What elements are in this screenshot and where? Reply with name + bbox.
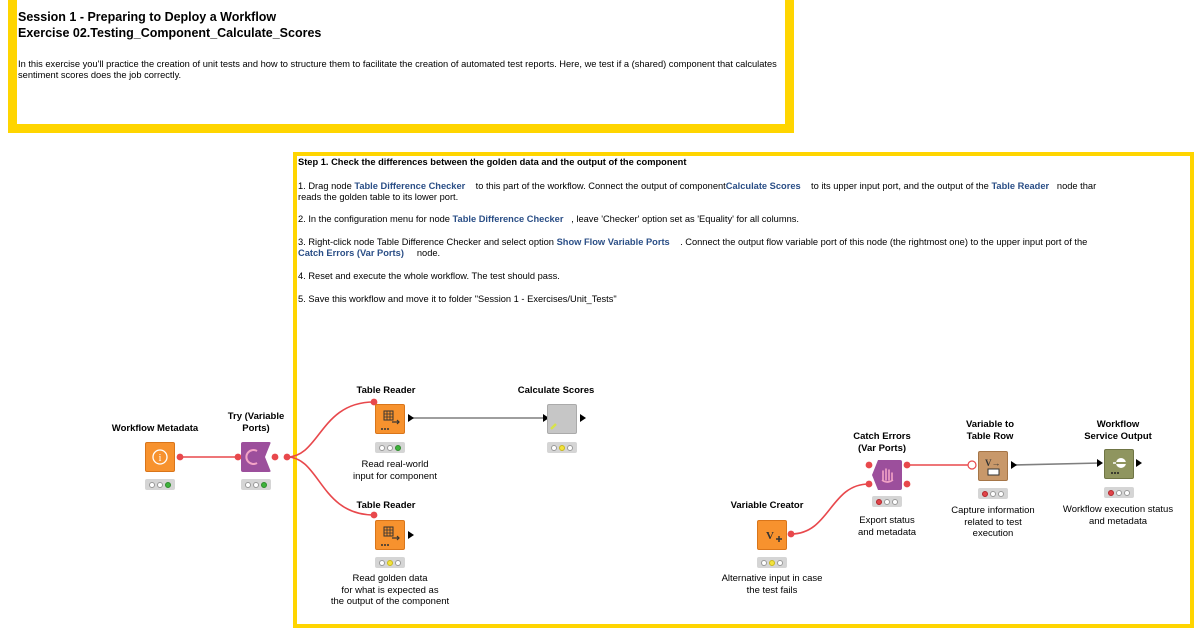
table-reader-2-status [375, 557, 405, 568]
step-item-2: 2. In the configuration menu for node Table Difference Checker , leave 'Checker' option set as 'Equality' for all columns. [298, 214, 799, 224]
workflow-service-output-label: Workflow Service Output [1084, 419, 1152, 442]
calculate-scores-component[interactable] [547, 404, 577, 434]
workflow-service-output-description: Workflow execution status and metadata [1062, 504, 1174, 527]
step-item-4: 4. Reset and execute the whole workflow. The test should pass. [298, 271, 560, 281]
wire-variable-to-row-to-service [1015, 463, 1101, 465]
catch-errors-description: Export status and metadata [857, 515, 917, 538]
node-ref-table-difference-checker: Table Difference Checker [354, 181, 466, 191]
svg-text:V→: V→ [985, 458, 1001, 468]
node-ref-table-difference-checker: Table Difference Checker [452, 214, 564, 224]
node-ref-catch-errors: Catch Errors (Var Ports) [298, 248, 404, 258]
try-variable-ports-status [241, 479, 271, 490]
variable-to-table-row-description: Capture information related to test execution [951, 505, 1035, 539]
service-output-icon [1105, 450, 1133, 478]
table-reader-1-description: Read real-world input for component [353, 459, 437, 482]
node-ref-calculate-scores: Calculate Scores [725, 181, 801, 191]
node-ref-table-reader: Table Reader [991, 181, 1050, 191]
variable-to-table-row-status [978, 488, 1008, 499]
catch-errors-node[interactable] [872, 460, 902, 490]
variable-arrow-icon [979, 452, 1007, 480]
step-item-1-cont: reads the golden table to its lower port. [298, 192, 459, 202]
table-reader-icon [376, 521, 404, 549]
step-item-5: 5. Save this workflow and move it to folder "Session 1 - Exercises/Unit_Tests" [298, 294, 617, 304]
svg-text:V: V [766, 530, 774, 542]
step-item-3: 3. Right-click node Table Difference Checker and select option Show Flow Variable Ports . Connect the output flow variable port of this node (the rightmost one) to the upper input port of the [298, 237, 1088, 247]
svg-text:i: i [158, 453, 162, 464]
exercise-description: In this exercise you'll practice the creation of unit tests and how to structure them to facilitate the creation of automated test reports. Here, we test if a (shared) component that calculates sentiment scores does the job correctly. [18, 59, 777, 80]
workflow-metadata-label: Workflow Metadata [111, 423, 199, 434]
try-variable-ports-label: Try (Variable Ports) [227, 411, 285, 434]
session-title: Session 1 - Preparing to Deploy a Workflow [18, 10, 277, 24]
variable-plus-icon [758, 521, 786, 549]
table-reader-1-node[interactable] [375, 404, 405, 434]
table-reader-icon [376, 405, 404, 433]
table-reader-2-label: Table Reader [356, 500, 416, 511]
workflow-service-output-status [1104, 487, 1134, 498]
catch-errors-label: Catch Errors (Var Ports) [853, 431, 911, 454]
calculate-scores-status [547, 442, 577, 453]
step-item-3-cont: Catch Errors (Var Ports) node. [298, 248, 441, 258]
workflow-service-output-node[interactable] [1104, 449, 1134, 479]
variable-to-table-row-node[interactable] [978, 451, 1008, 481]
variable-creator-status [757, 557, 787, 568]
wire-try-to-reader-1 [287, 402, 374, 457]
variable-creator-label: Variable Creator [730, 500, 804, 511]
exercise-title: Exercise 02.Testing_Component_Calculate_Scores [18, 26, 322, 40]
workflow-metadata-node[interactable] [145, 442, 175, 472]
calculate-scores-label: Calculate Scores [517, 385, 595, 396]
table-reader-1-label: Table Reader [356, 385, 416, 396]
variable-to-table-row-label: Variable to Table Row [965, 419, 1015, 442]
variable-creator-description: Alternative input in case the test fails [721, 573, 823, 596]
catch-errors-status [872, 496, 902, 507]
table-reader-1-status [375, 442, 405, 453]
step-title: Step 1. Check the differences between the golden data and the output of the component [298, 157, 687, 167]
component-icon [548, 405, 576, 433]
info-icon [146, 443, 174, 471]
table-reader-2-description: Read golden data for what is expected as the output of the component [330, 573, 450, 607]
node-ref-show-flow-variable-ports: Show Flow Variable Ports [556, 237, 670, 247]
variable-creator-node[interactable] [757, 520, 787, 550]
table-reader-2-node[interactable] [375, 520, 405, 550]
step-item-1: 1. Drag node Table Difference Checker to this part of the workflow. Connect the output of componentCalculate Scores to its upper input port, and the output of the Table Reader node thar [298, 181, 1097, 191]
hand-icon [872, 460, 902, 490]
workflow-metadata-status [145, 479, 175, 490]
